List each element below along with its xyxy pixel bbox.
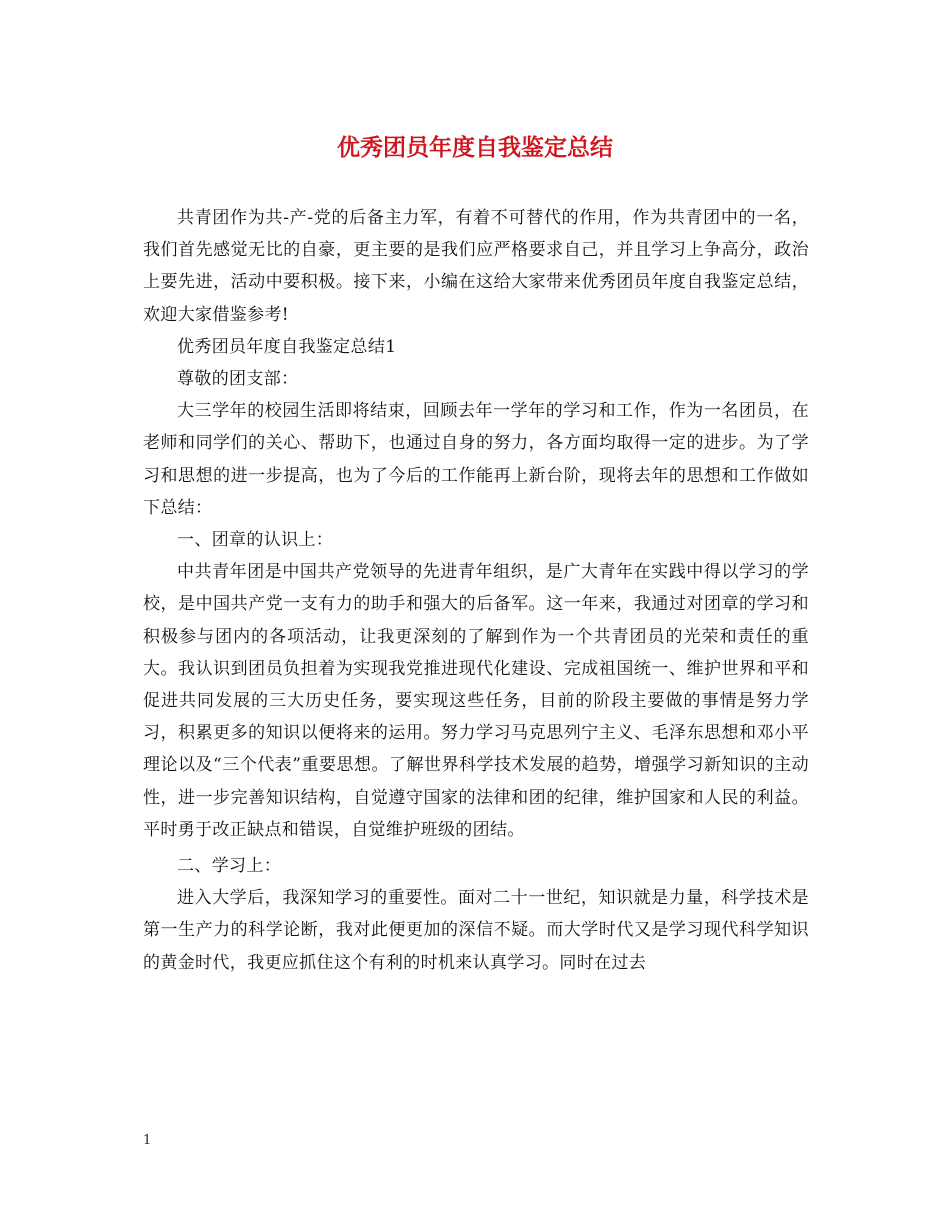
opening-paragraph: 大三学年的校园生活即将结束，回顾去年一学年的学习和工作，作为一名团员，在老师和同学们的关心、帮助下，也通过自身的努力，各方面均取得一定的进步。为了学习和思想的进一步提高，也为了今后的工作能再上新台阶，现将去年的思想和工作做如下总结： [143,401,809,518]
league-charter-paragraph: 中共青年团是中国共产党领导的先进青年组织，是广大青年在实践中得以学习的学校，是中国共产党一支有力的助手和强大的后备军。这一年来，我通过对团章的学习和积极参与团内的各项活动，让我更深刻的了解到作为一个共青团员的光荣和责任的重大。我认识到团员负担着为实现我党推进现代化建设、完成祖国统一、维护世界和平和促进共同发展的三大历史任务，要实现这些任务，目前的阶段主要做的事情是努力学习，积累更多的知识以便将来的运用。努力学习马克思列宁主义、毛泽东思想和邓小平理论以及“三个代表”重要思想。了解世界科学技术发展的趋势，增强学习新知识的主动性，进一步完善知识结构，自觉遵守国家的法律和团的纪律，维护国家和人民的利益。平时勇于改正缺点和错误，自觉维护班级的团结。 [143,562,809,840]
section-title: 优秀团员年度自我鉴定总结1 [177,336,397,357]
document-body [143,202,809,979]
page-number: 1 [143,1133,152,1148]
heading-league-charter: 一、团章的认识上： [177,530,334,551]
study-paragraph: 进入大学后，我深知学习的重要性。面对二十一世纪，知识就是力量，科学技术是第一生产力的科学论断，我对此便更加的深信不疑。而大学时代又是学习现代科学知识的黄金时代，我更应抓住这个有利的时机来认真学习。同时在过去 [143,888,809,973]
intro-paragraph: 共青团作为共-产-党的后备主力军，有着不可替代的作用，作为共青团中的一名，我们首先感觉无比的自豪，更主要的是我们应严格要求自己，并且学习上争高分，政治上要先进，活动中要积极。接下来，小编在这给大家带来优秀团员年度自我鉴定总结，欢迎大家借鉴参考! [143,208,809,325]
salutation: 尊敬的团支部： [177,369,299,390]
document-title: 优秀团员年度自我鉴定总结 [337,134,613,161]
heading-study: 二、学习上： [177,856,282,877]
